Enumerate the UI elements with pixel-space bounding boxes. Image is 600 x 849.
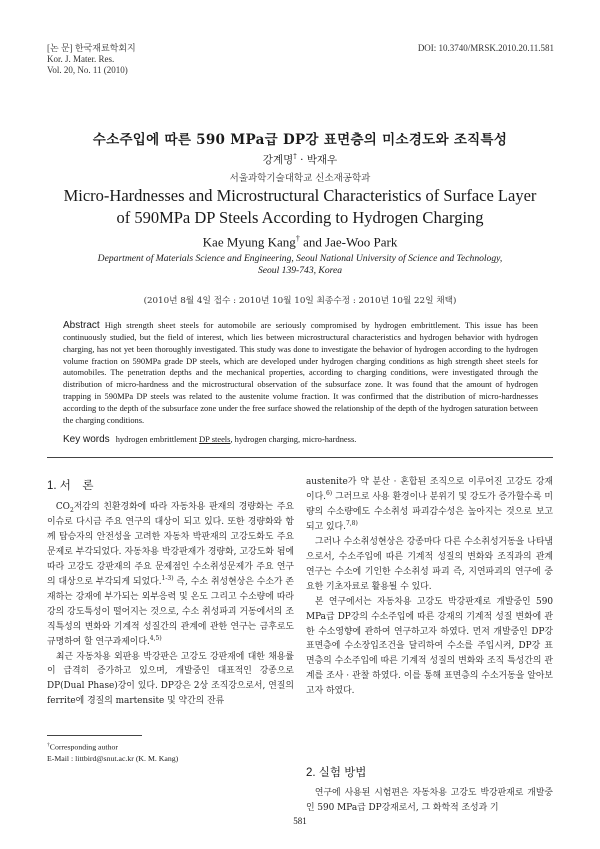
journal-volume: Vol. 20, No. 11 (2010)	[47, 65, 128, 75]
page-number: 581	[293, 816, 307, 826]
affiliation-en-line2: Seoul 139-743, Korea	[257, 265, 343, 276]
intro-paragraph-1	[47, 500, 294, 650]
keywords	[63, 434, 538, 445]
citation-ref: 4,5)	[149, 634, 162, 642]
journal-name-en: Kor. J. Mater. Res.	[47, 54, 115, 64]
right-column-body	[306, 475, 553, 699]
submission-dates: (2010년 8월 4일 접수 : 2010년 10월 10일 최종수정 : 2010년 10월 22일 채택)	[143, 296, 457, 306]
methods-body	[306, 786, 553, 816]
author-kr-rest: · 박재우	[296, 154, 338, 166]
intro-r1-part-b: 그러므로 사용 환경이나 분위기 및 강도가 증가할수록 미량의 수소량에도 수소취성 파괴감수성은 높아지는 것으로 보고되고 있다.	[306, 491, 553, 532]
methods-paragraph-1: 연구에 사용된 시험편은 자동차용 고강도 박강판재로 개발중인 590 MPa급 DP강재로서, 그 화학적 조성과 기	[306, 788, 553, 813]
title-en-line2: of 590MPa DP Steels According to Hydrogen Charging	[116, 208, 484, 227]
footnote-corresponding: Corresponding author	[49, 742, 118, 752]
doi: DOI: 10.3740/MRSK.2010.20.11.581	[417, 43, 554, 53]
section-heading-methods: 2. 실험 방법	[306, 767, 367, 779]
footnote-email: E-Mail : littbird@snut.ac.kr (K. M. Kang)	[47, 753, 179, 763]
affiliation-en-line1: Department of Materials Science and Engineering, Seoul National University of Science and Technology,	[97, 253, 503, 264]
left-column-body	[47, 500, 294, 709]
intro-p1-part-b: 저감의 친환경화에 따라 자동차용 판재의 경량화는 주요 이슈로 다시금 주요 연구의 대상이 되고 있다. 또한 경량화와 함께 탑승자의 안전성을 고려한 자동차 박판재의 고강도화도 주요 문제로 부각되었다. 자동차용 박강판재가 경량화, 고강도화 됨에 따라 고강도 강판재의 주요 문제점인 수소취성문제가 주요 연구의 대상으로 부각되게 되었다.	[47, 502, 294, 587]
title-kr: 수소주입에 따른 590 MPa급 DP강 표면층의 미소경도와 조직특성	[92, 132, 508, 148]
authors-en	[0, 234, 600, 250]
corresponding-mark-kr: †	[293, 152, 297, 161]
authors-kr	[0, 152, 600, 167]
keywords-after: , hydrogen charging, micro-hardness.	[230, 434, 357, 444]
citation-ref: 7,8)	[345, 519, 358, 527]
intro-paragraph-3: 그러나 수소취성현상은 강종마다 다른 수소취성거동을 나타냄으로서, 수소주입에 따른 기계적 성질의 변화와 조직과의 관계 연구는 수소에 기인한 수소취성 파괴 즉, 지연파괴의 연구에 중요한 기초자료로 활용될 수 있다.	[306, 536, 553, 592]
footnote-line1	[47, 740, 178, 753]
intro-r1-part-a: austenite가 약 분산 · 혼합된 조직으로 이루어진 고강도 강재이다.	[306, 477, 553, 502]
author-en-rest: and Jae-Woo Park	[299, 234, 398, 250]
abstract-label: Abstract	[63, 320, 100, 331]
abstract-text: High strength sheet steels for automobile are seriously compromised by hydrogen embrittlement. This issue has been continuously studied, but the field of interest, which lies between microstructural characteristics and hydrogen behavior with hydrogen charging, has not yet been thoroughly investigated. This study was done to investigate the behavior of hydrogen according to the hydrogen volume fraction on 590MPa grade DP steels, which are developed under hydrogen charging conditions as high strength sheet steels for automobiles. The penetration depths and the mechanical properties, according to charging conditions, were investigated through the distribution of micro-hardness and the microstructural observation of the subsurface zone. It was found that the amount of hydrogen trapping in 590MPa DP steels was related to the austenite volume fraction. It was confirmed that the distribution of micro-hardnesses according to the depth of the subsurface zone under the free surface showed the relationship of the depth of the hydrogen saturation between the charging conditions.	[63, 320, 538, 425]
co2-text: CO	[55, 502, 70, 512]
footnote-divider	[47, 735, 142, 736]
keywords-underlined: DP steels	[199, 434, 231, 444]
intro-p1-part-c: 즉, 수소 취성현상은 수소가 존재하는 강재에 부가되는 외부응력 및 온도 그리고 수소량에 따라 강의 강도특성이 떨어지는 것으로, 수소 취성파괴 거동에서의 조직특성의 변화와 기계적 성질간의 관계에 관한 연구는 금후로도 규명하여 할 연구과제이다.	[47, 576, 294, 647]
co2-subscript: 2	[69, 506, 74, 514]
journal-name-kr: [논 문] 한국재료학회지	[47, 43, 136, 53]
title-en-line1: Micro-Hardnesses and Microstructural Characteristics of Surface Layer	[63, 186, 537, 205]
journal-header	[47, 43, 136, 76]
intro-paragraph-2: 최근 자동차용 외판용 박강판은 고강도 강판재에 대한 채용률이 급격히 증가하고 있으며, 개발중인 대표적인 강종으로 DP(Dual Phase)강이 있다. DP강은 2상 조직강으로서, 연질의 ferrite에 경질의 martensite 및 약간의 잔류	[47, 651, 294, 707]
affiliation-kr: 서울과학기술대학교 신소재공학과	[229, 173, 371, 184]
section-heading-introduction: 1. 서 론	[47, 480, 94, 492]
author-en-first: Kae Myung Kang	[202, 234, 296, 250]
citation-ref: 1-3)	[161, 574, 174, 582]
corresponding-mark-en: †	[295, 234, 300, 243]
abstract	[63, 320, 538, 427]
affiliation-en	[60, 253, 540, 277]
keywords-label: Key words	[63, 434, 110, 445]
author-kr-first: 강계명	[262, 154, 294, 166]
keywords-before: hydrogen embrittlement	[115, 434, 197, 444]
footnote-mark: †	[47, 742, 50, 748]
citation-ref: 6)	[325, 489, 333, 497]
intro-paragraph-2-cont	[306, 475, 553, 535]
intro-paragraph-4: 본 연구에서는 자동차용 고강도 박강판재로 개발중인 590 MPa급 DP강의 수소주입에 따른 강재의 기계적 성질 변화에 관한 수소영향에 관하여 연구하고자 하였다. 먼저 개발중인 DP강 표면층에 수소장입조건을 달리하여 수소를 주입시켜, DP강 표면층의 수소주입에 따른 기계적 성질의 변화와 조직 특성간의 관계를 조사 · 관찰 하였다. 이를 통해 표면층의 수소거동을 알아보고자 하였다.	[306, 596, 553, 697]
footnote	[47, 740, 178, 764]
title-en	[0, 185, 600, 229]
header-divider	[47, 457, 553, 458]
